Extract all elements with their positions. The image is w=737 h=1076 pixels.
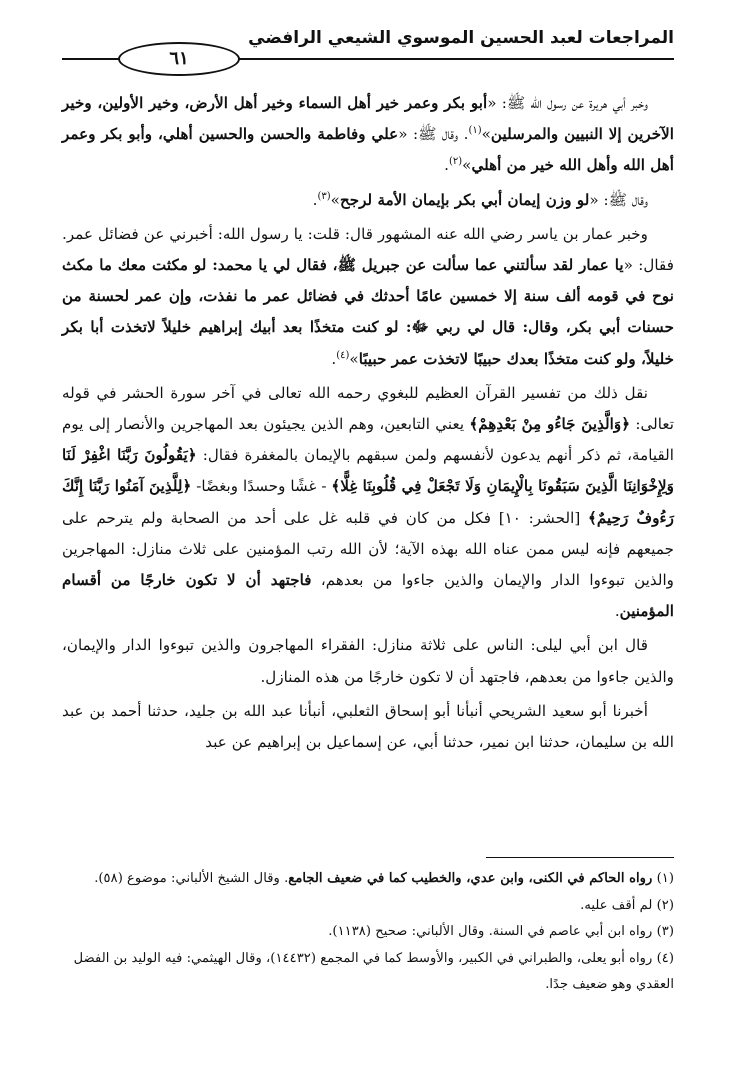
header-title: المراجعات لعبد الحسين الموسوي الشيعي الرافضي (248, 28, 674, 48)
text-run: . (331, 349, 337, 368)
footnote-1 (62, 866, 674, 893)
page-number: ٦١ (169, 48, 189, 69)
text-run: . (614, 602, 620, 621)
text-run: أخبرنا أبو سعيد الشريحي أنبأنا أبو إسحاق الثعلبي، أنبأنا عبد الله بن جليد، حدثنا أحمد بن عبد الله بن سليمان، حدثنا ابن نمير، حدثنا أبي، عن إسماعيل بن إبراهيم عن عبد (62, 701, 674, 752)
emphasis-text: يا عمار لقد سألتني عما سألت عن جبريل ﷺ، فقال لي يا محمد: لو مكثت معك ما مكث نوح في قومه ألف سنة إلا خمسين عامًا أحدثك في فضائل عمر ما نفذت، وإن عمر لحسنة من حسنات أبي بكر، وقال: قال لي ربي ﷻ: لو كنت متخذًا بعد أبيك إبراهيم خليلاً لاتخذت أبا بكر خليلاً، ولو كنت متخذًا بعدك حبيبًا لاتخذت عمر حبيبًا (62, 256, 674, 368)
text-run: وخبر عمار بن ياسر رضي الله عنه المشهور قال: قلت: يا رسول الله: أخبرني عن فضائل عمر. فقال: « (62, 224, 674, 275)
emphasis-text: ﴿وَالَّذِينَ جَاءُو مِنْ بَعْدِهِمْ﴾ (469, 415, 631, 434)
footnote-separator (486, 857, 674, 858)
text-run: » (349, 349, 359, 368)
footnote-ref: (١) (468, 125, 482, 137)
emphasis-text: لو وزن إيمان أبي بكر بإيمان الأمة لرجح (339, 190, 590, 209)
running-header (62, 22, 674, 69)
emphasis-text: ﴿لِلَّذِينَ آمَنُوا رَبَّنَا إِنَّكَ رَءُوفٌ رَحِيمٌ﴾ (62, 477, 675, 527)
text-run: » (330, 190, 340, 209)
footnote-4 (62, 946, 674, 999)
footnote-ref: (٣) (317, 190, 331, 202)
text-run: [الحشر: ١٠] فكل من كان في قلبه غل على أحد من الصحابة ولم يترحم على جميعهم فإنه ليس ممن عناه الله بهذه الآية؛ لأن الله رتب المؤمنين على ثلاث منازل: المهاجرين والذين تبوءوا الدار والإيمان والذين جاءوا من بعدهم، (62, 508, 675, 590)
footnote-ref: (٤) (336, 349, 350, 361)
text-run: - غشًا وحسدًا وبغضًا- (191, 477, 332, 496)
emphasis-text: علي وفاطمة والحسن والحسين أهلي، وأبو بكر وعمر أهل الله وأهل الله خير من أهلي (62, 125, 674, 175)
text-run: . (312, 190, 318, 209)
footnote-ref: (٢) (448, 156, 463, 168)
text-run: يعني التابعين، وهم الذين يجيئون بعد المهاجرين والأنصار إلى يوم القيامة، ثم ذكر أنهم يدعون لأنفسهم ولمن سبقهم بالإيمان بالمغفرة فقال: (62, 415, 675, 465)
text-run: نقل ذلك من تفسير القرآن العظيم للبغوي رحمه الله تعالى في آخر سورة الحشر في قوله تعالى: (62, 383, 674, 434)
footnote-2 (62, 893, 674, 920)
text-run: » (462, 156, 472, 175)
text-run: وخبر أبي هريرة عن رسول الله ﷺ: « (487, 94, 648, 112)
paragraph-abu-hurayra (62, 88, 674, 182)
footnote-3 (62, 919, 674, 946)
paragraph-baghawi (62, 378, 674, 628)
paragraph-ibn-abi-layla (62, 630, 674, 692)
emphasis-text: ﴿يَقُولُونَ رَبَّنَا اغْفِرْ لَنَا وَلِإِخْوَانِنَا الَّذِينَ سَبَقُونَا بِالْإِيمَانِ وَلَا تَجْعَلْ فِي قُلُوبِنَا غِلًّا﴾ (62, 446, 674, 496)
emphasis-text: رواه الحاكم في الكنى، وابن عدي، والخطيب كما في ضعيف الجامع (288, 871, 653, 886)
text-run: (٤) رواه أبو يعلى، والطبراني في الكبير، والأوسط كما في المجمع (١٤٤٣٢)، وقال الهيثمي: فيه الوليد بن الفضل العقدي وهو ضعيف جدًا. (73, 950, 674, 992)
emphasis-text: فاجتهد أن لا تكون خارجًا من أقسام المؤمنين (62, 571, 674, 621)
footnotes (62, 866, 674, 999)
text-run: . (444, 156, 449, 175)
text-run: » (481, 125, 491, 144)
text-run: قال ابن أبي ليلى: الناس على ثلاثة منازل: الفقراء المهاجرون والذين تبوءوا الدار والإيمان، والذين جاءوا من بعدهم، فاجتهد أن لا تكون خارجًا من هذه المنازل. (62, 636, 674, 686)
page-number-oval (118, 42, 240, 76)
paragraph-iman-weight (62, 185, 674, 216)
main-text (62, 88, 674, 761)
text-run: وقال ﷺ: « (589, 190, 648, 209)
paragraph-isnad (62, 696, 674, 758)
text-run: (٢) لم أقف عليه. (580, 897, 674, 913)
paragraph-ammar (62, 219, 674, 375)
text-run: (٣) رواه ابن أبي عاصم في السنة. وقال الألباني: صحيح (١١٣٨). (328, 924, 674, 939)
text-run: . وقال ﷺ: « (398, 125, 469, 144)
text-run: (١) (652, 871, 674, 886)
text-run: . وقال الشيخ الألباني: موضوع (٥٨). (94, 871, 289, 886)
emphasis-text: أبو بكر وعمر خير أهل السماء وخير أهل الأرض، وخير الأولين، وخير الآخرين إلا النبيين والمرسلين (62, 94, 674, 144)
